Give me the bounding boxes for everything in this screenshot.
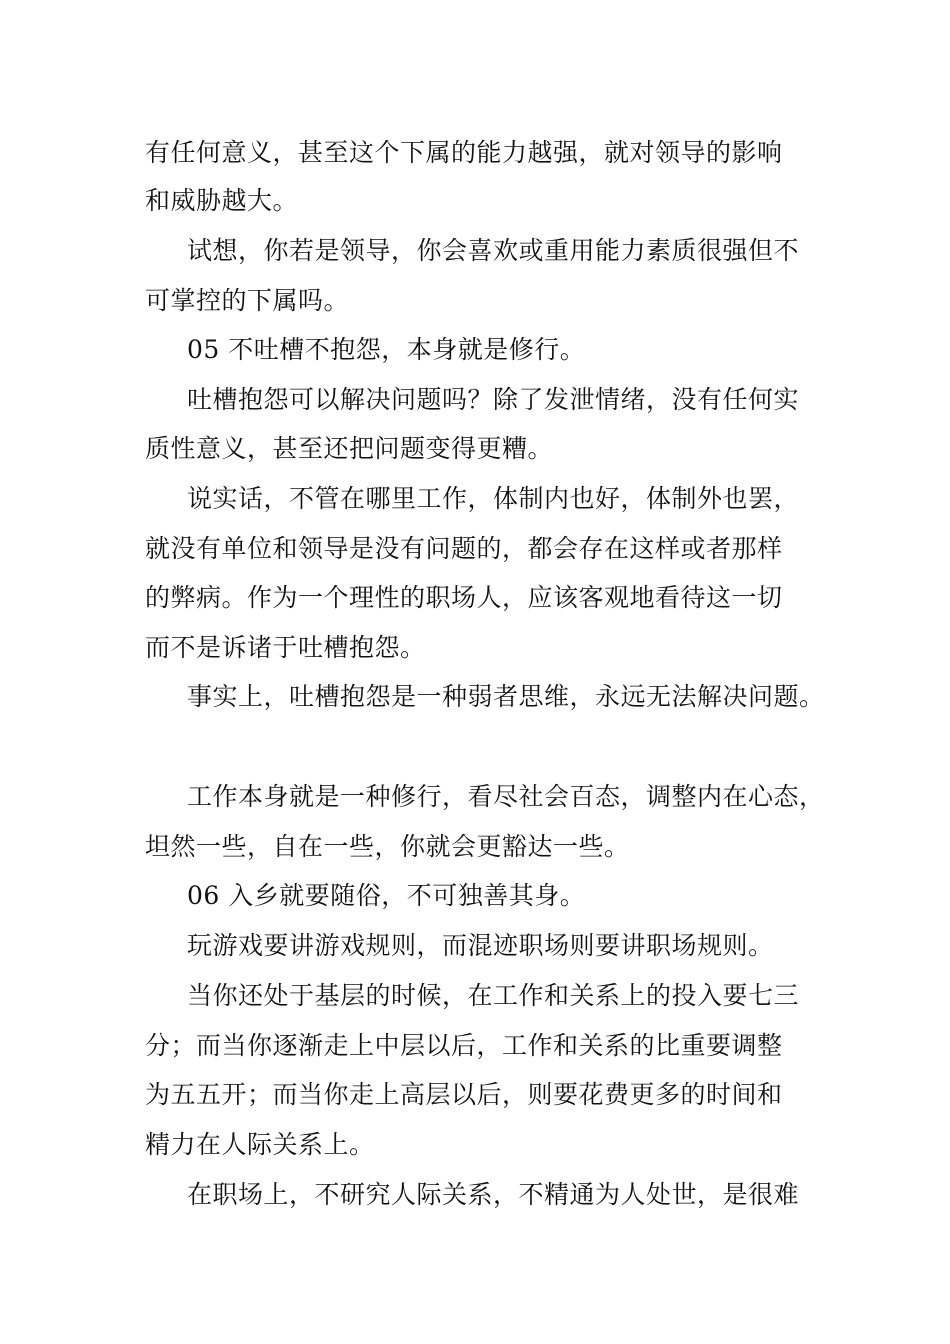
text-line: 有任何意义，甚至这个下属的能力越强，就对领导的影响 [145,138,783,167]
text-line: 质性意义，甚至还把问题变得更糟。 [145,434,554,463]
text-line: 坦然一些，自在一些，你就会更豁达一些。 [145,832,630,861]
text-line: 的弊病。作为一个理性的职场人，应该客观地看待这一切 [145,583,783,612]
text-line: 可掌控的下属吗。 [145,286,350,315]
text-line: 事实上，吐槽抱怨是一种弱者思维，永远无法解决问题。 [187,682,825,711]
text-line: 为五五开；而当你走上高层以后，则要花费更多的时间和 [145,1080,783,1109]
text-line: 而不是诉诸于吐槽抱怨。 [145,633,426,662]
text-line: 精力在人际关系上。 [145,1130,375,1159]
text-line: 和威胁越大。 [145,186,299,215]
text-line: 就没有单位和领导是没有问题的，都会存在这样或者那样 [145,534,783,563]
text-line: 吐槽抱怨可以解决问题吗？除了发泄情绪，没有任何实 [187,385,800,414]
text-line: 工作本身就是一种修行，看尽社会百态，调整内在心态， [187,782,825,811]
section-heading: 05 不吐槽不抱怨，本身就是修行。 [187,335,586,364]
text-line: 分；而当你逐渐走上中层以后，工作和关系的比重要调整 [145,1031,783,1060]
text-line: 在职场上，不研究人际关系，不精通为人处世，是很难 [187,1180,800,1209]
section-heading: 06 入乡就要随俗，不可独善其身。 [187,881,586,910]
text-line: 当你还处于基层的时候，在工作和关系上的投入要七三 [187,981,800,1010]
text-line: 试想，你若是领导，你会喜欢或重用能力素质很强但不 [187,236,800,265]
text-line: 说实话，不管在哪里工作，体制内也好，体制外也罢， [187,484,800,513]
text-line: 玩游戏要讲游戏规则，而混迹职场则要讲职场规则。 [187,931,774,960]
